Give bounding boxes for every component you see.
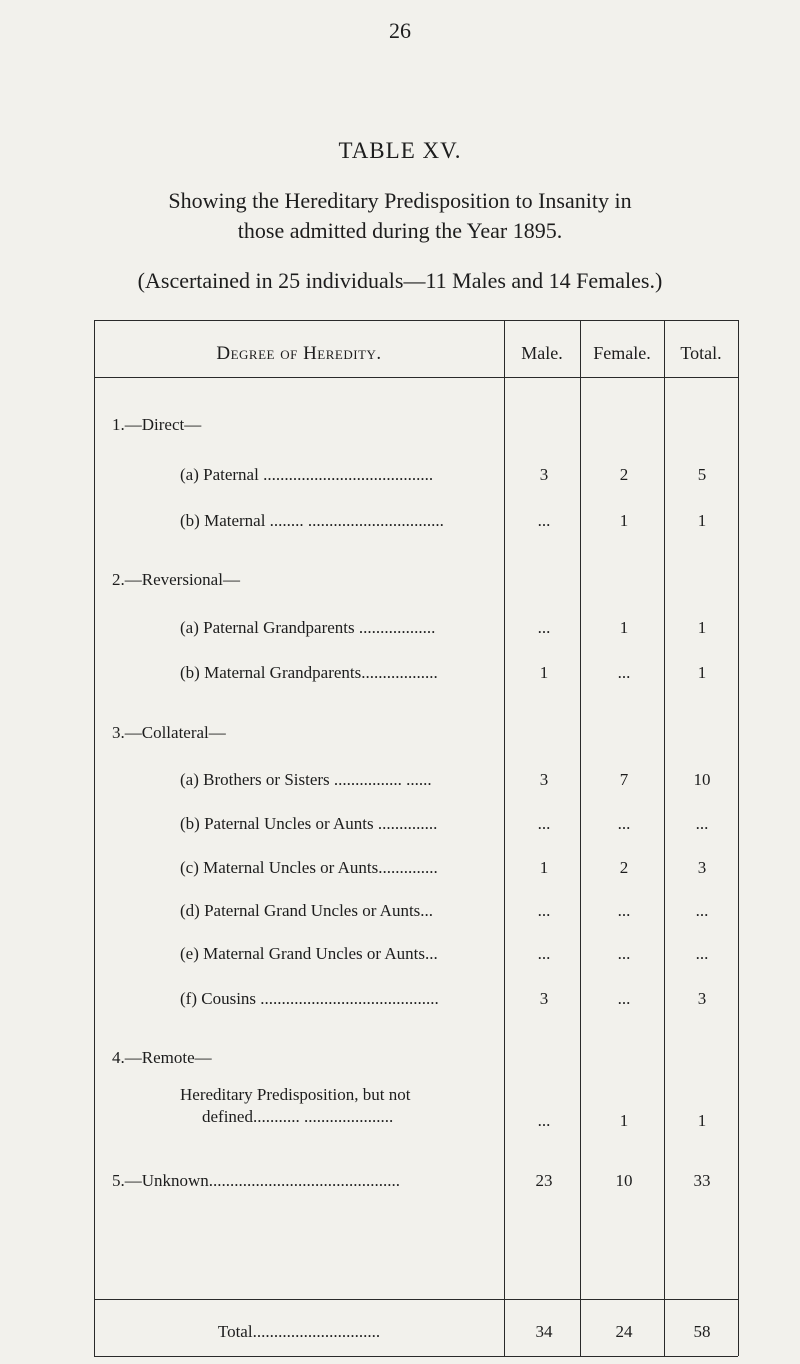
section-remote [94, 1043, 738, 1073]
row-label: (b) Paternal Uncles or Aunts .............. [180, 814, 438, 834]
male-value: ... [537, 510, 551, 530]
female-value: 7 [619, 769, 629, 789]
table-row [94, 1084, 738, 1136]
subtitle-line-2: those admitted during the Year 1895. [237, 218, 563, 243]
female-total: 24 [615, 1322, 633, 1342]
row-label: (a) Paternal Grandparents .................. [180, 617, 436, 637]
male-value: 3 [539, 988, 549, 1008]
table-title: TABLE XV. [338, 138, 462, 163]
total-value: 3 [697, 988, 707, 1008]
male-value: 3 [539, 465, 549, 485]
male-total: 34 [535, 1322, 553, 1342]
grand-total: 58 [693, 1322, 711, 1342]
total-value: 10 [693, 769, 711, 789]
male-value: ... [537, 1111, 551, 1131]
row-label: (a) Brothers or Sisters ................ ...... [180, 769, 432, 789]
bottom-rule [94, 1356, 738, 1357]
table-row [94, 460, 738, 490]
total-value: ... [695, 901, 709, 921]
table-row [94, 506, 738, 536]
section-collateral [94, 718, 738, 748]
row-label: (b) Maternal Grandparents.................. [180, 662, 438, 682]
female-value: ... [617, 901, 631, 921]
table-row [94, 613, 738, 643]
total-value: 1 [697, 617, 707, 637]
row-label: (c) Maternal Uncles or Aunts.............. [180, 857, 438, 877]
female-value: 2 [619, 857, 629, 877]
male-value: ... [537, 944, 551, 964]
row-label-line-1: Hereditary Predisposition, but not [180, 1085, 411, 1105]
table-row [94, 984, 738, 1014]
section-label: 1.—Direct— [112, 415, 202, 435]
total-value: 3 [697, 857, 707, 877]
section-direct [94, 410, 738, 440]
total-value: 5 [697, 465, 707, 485]
section-label: 2.—Reversional— [112, 569, 240, 589]
ascertained-note: (Ascertained in 25 individuals—11 Males and 14 Females.) [137, 268, 663, 293]
female-value: 1 [619, 1111, 629, 1131]
female-value: 2 [619, 465, 629, 485]
male-value: 3 [539, 769, 549, 789]
total-value: ... [695, 814, 709, 834]
row-label-line-2: defined........... ..................... [202, 1107, 394, 1127]
female-value: ... [617, 988, 631, 1008]
top-rule [94, 320, 738, 321]
total-label: Total.............................. [217, 1322, 381, 1342]
total-value: ... [695, 944, 709, 964]
total-header: Total. [680, 343, 722, 364]
female-header: Female. [593, 343, 651, 364]
female-value: ... [617, 944, 631, 964]
row-label: (d) Paternal Grand Uncles or Aunts... [180, 901, 434, 921]
row-label: (e) Maternal Grand Uncles or Aunts... [180, 944, 438, 964]
male-value: 1 [539, 662, 549, 682]
section-reversional [94, 565, 738, 595]
table-row [94, 809, 738, 839]
total-row [94, 1317, 738, 1347]
section-label: 4.—Remote— [112, 1047, 212, 1067]
male-value: ... [537, 814, 551, 834]
female-value: 10 [615, 1170, 633, 1190]
row-label: 5.—Unknown............................................. [112, 1170, 401, 1190]
header-rule [94, 377, 738, 378]
male-value: ... [537, 617, 551, 637]
right-border [738, 320, 739, 1356]
degree-header: Degree of Heredity. [216, 343, 382, 365]
table-row [94, 853, 738, 883]
total-value: 1 [697, 662, 707, 682]
male-value: 23 [535, 1170, 553, 1190]
table-row [94, 939, 738, 969]
female-value: ... [617, 662, 631, 682]
table-subtitle [80, 186, 720, 246]
total-rule [94, 1299, 738, 1300]
total-value: 1 [697, 510, 707, 530]
page-number: 26 [389, 18, 411, 43]
table-row [94, 1166, 738, 1196]
female-value: 1 [619, 617, 629, 637]
row-label: (b) Maternal ........ ................................ [180, 510, 444, 530]
male-header: Male. [521, 343, 563, 364]
female-value: ... [617, 814, 631, 834]
section-label: 3.—Collateral— [112, 722, 226, 742]
table-row [94, 765, 738, 795]
subtitle-line-1: Showing the Hereditary Predisposition to Insanity in [168, 188, 632, 213]
row-label: (f) Cousins .......................................... [180, 988, 439, 1008]
female-value: 1 [619, 510, 629, 530]
total-value: 1 [697, 1111, 707, 1131]
row-label: (a) Paternal ........................................ [180, 465, 434, 485]
table-row [94, 658, 738, 688]
total-value: 33 [693, 1170, 711, 1190]
male-value: ... [537, 901, 551, 921]
male-value: 1 [539, 857, 549, 877]
table-row [94, 896, 738, 926]
